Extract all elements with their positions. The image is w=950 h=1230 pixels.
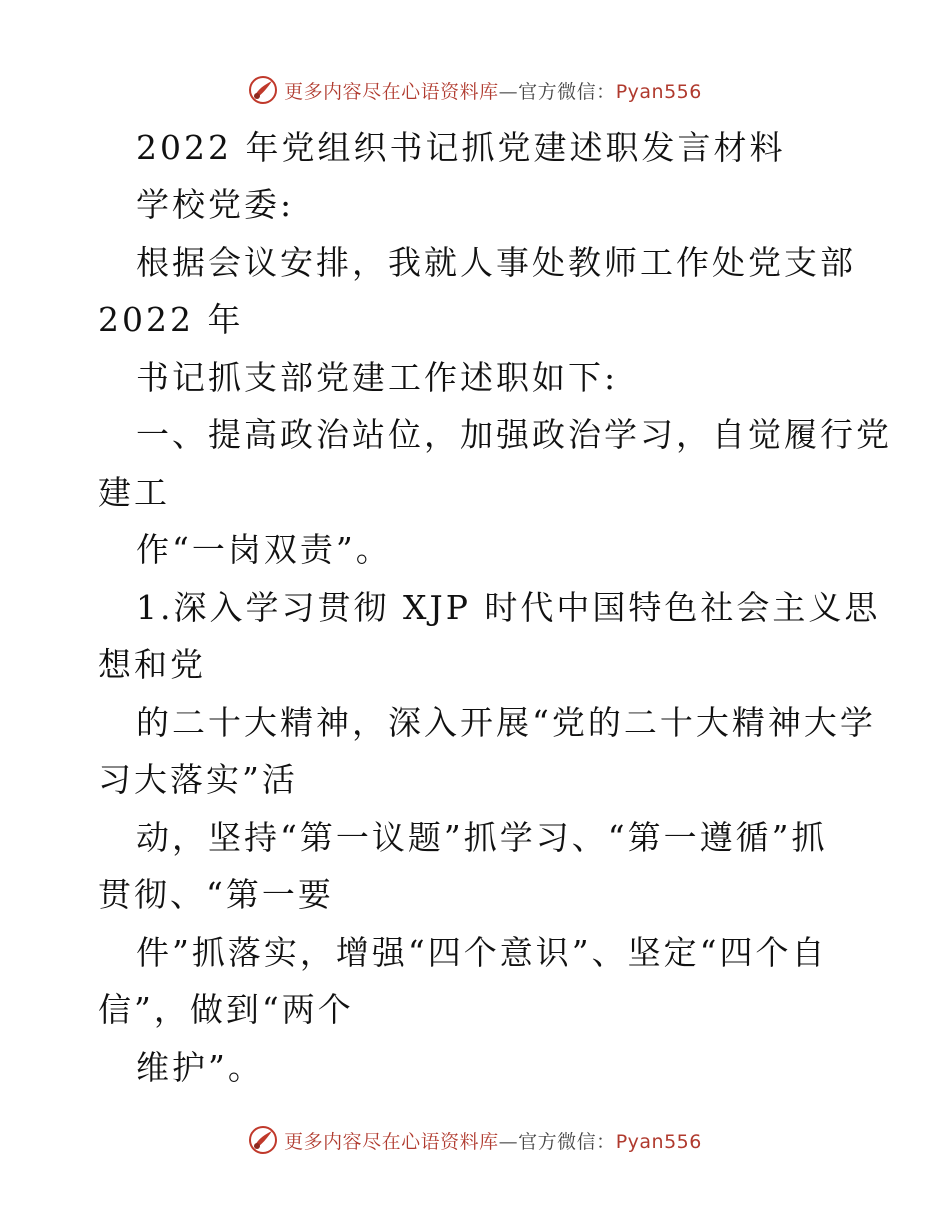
footer-watermark [0, 1120, 950, 1160]
paragraph-line: 维护”。 [136, 1048, 264, 1087]
watermark-label: 更多内容尽在心语资料库 [284, 1130, 499, 1153]
brush-logo-icon [248, 75, 278, 105]
paragraph-line: 的二十大精神，深入开展“党的二十大精神大学 [136, 703, 876, 742]
paragraph-line: 1.深入学习贯彻 XJP 时代中国特色社会主义思 [136, 588, 881, 627]
watermark-account: Pyan556 [615, 80, 702, 103]
paragraph-line: 件”抓落实，增强“四个意识”、坚定“四个自 [136, 933, 828, 972]
watermark-dash: — [498, 80, 519, 103]
salutation: 学校党委: [136, 185, 295, 224]
watermark-text [284, 77, 702, 104]
paragraph-line: 想和党 [98, 645, 206, 684]
watermark-official: 官方微信： [518, 80, 616, 103]
section-heading: 作“一岗双责”。 [136, 530, 392, 569]
paragraph-line: 信”，做到“两个 [98, 990, 354, 1029]
paragraph-line: 贯彻、“第一要 [98, 875, 334, 914]
section-heading: 建工 [98, 473, 170, 512]
header-watermark [0, 70, 950, 110]
watermark-label: 更多内容尽在心语资料库 [284, 80, 499, 103]
watermark-account: Pyan556 [615, 1130, 702, 1153]
paragraph-line: 书记抓支部党建工作述职如下: [136, 358, 619, 397]
watermark-official: 官方微信： [518, 1130, 616, 1153]
paragraph-line: 动，坚持“第一议题”抓学习、“第一遵循”抓 [136, 818, 828, 857]
watermark-text [284, 1127, 702, 1154]
paragraph-line: 习大落实”活 [98, 760, 298, 799]
watermark-dash: — [498, 1130, 519, 1153]
paragraph-line: 根据会议安排，我就人事处教师工作处党支部 [136, 243, 856, 282]
section-heading: 一、提高政治站位，加强政治学习，自觉履行党 [136, 415, 892, 454]
paragraph-line: 2022 年 [98, 300, 244, 339]
document-title: 2022 年党组织书记抓党建述职发言材料 [136, 128, 786, 167]
brush-logo-icon [248, 1125, 278, 1155]
